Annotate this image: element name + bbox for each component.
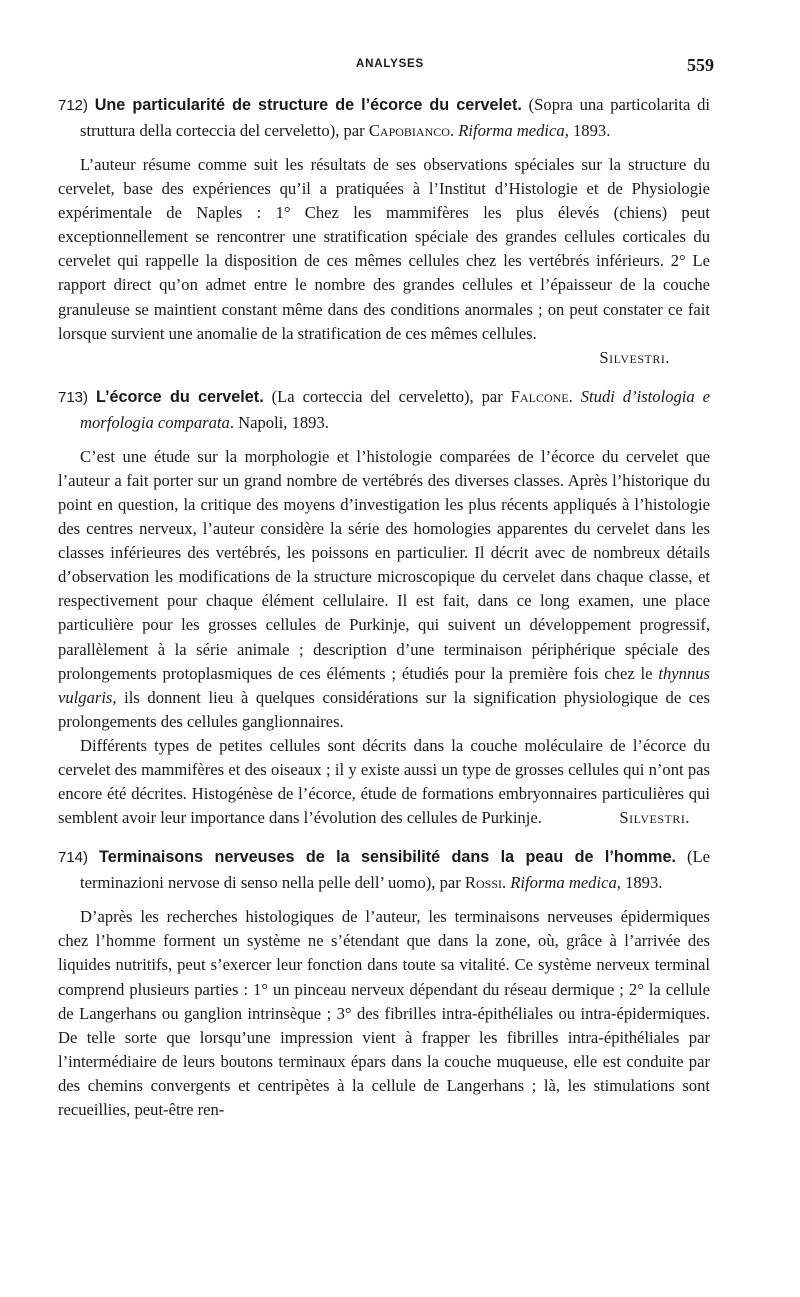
signature: Silvestri. xyxy=(599,347,670,367)
entry-number: 713) xyxy=(58,388,89,406)
paragraph-text: , ils donnent lieu à quelques considérations sur la signification physiologique de ces prolongements des cellules ganglionnaires. xyxy=(58,687,710,731)
citation-separator: . xyxy=(568,386,581,406)
entry-heading xyxy=(58,384,710,435)
paragraph-text: C’est une étude sur la morphologie et l’histologie comparées de l’écorce du cervelet que l’auteur a fait porter sur un grand nombre de vertébrés des diverses classes. Après l’historique du point en question, la critique des moyens d’investigation les plus récents appliqués à l’histologie des centres nerveux, l’auteur considère la série des homologies apparentes du cervelet dans les classes inférieures des vertébrés, les poissons en particulier. Il décrit avec de nombreux détails d’observation les modifications de la structure microscopique du cervelet dans chaque classe, et respectivement pour chaque élément cellulaire. Il est fait, dans ce long examen, une place particulière pour les grosses cellules de Purkinje, qui suivent un développement progressif, parallèlement à la série animale ; description d’une terminaison périphérique spéciale des prolongements protoplasmiques de ces éléments ; étudiés pour la première fois chez le xyxy=(58,446,710,683)
citation-journal: Riforma medica xyxy=(510,873,617,893)
paragraph-text: Différents types de petites cellules sont décrits dans la couche moléculaire de l’écorce du cervelet des mammifères et des oiseaux ; il y existe aussi un type de grosses cellules qui n’ont pas encore été décrites. Histogénèse de l’écorce, étude de formations embryonnaires particulières qui semblent avoir leur importance dans l’évolution des cellules de Purkinje. xyxy=(58,735,710,828)
citation-text: (Sopra una particolarita di struttura della corteccia del cerveletto), par xyxy=(80,95,710,140)
running-title: ANALYSES xyxy=(356,58,424,70)
citation-author: Capobianco xyxy=(368,121,450,140)
entry-title: L’écorce du cervelet. xyxy=(95,387,264,406)
citation-year: , 1893. xyxy=(616,873,663,893)
citation-year: , 1893. xyxy=(564,121,611,140)
signature: Silvestri. xyxy=(619,808,690,828)
citation-text: (La corteccia del cerveletto), par xyxy=(263,386,511,406)
abstract-paragraph xyxy=(58,445,710,734)
citation-separator: . xyxy=(449,121,459,140)
abstract-paragraph: D’après les recherches histologiques de l’auteur, les terminaisons nerveuses épidermiques chez l’homme forment un système ne s’étendant que dans la zone, où, grâce à l’arrivée des liquides nutritifs, peut s’exercer leur fonction dans toute sa vitalité. Ce système nerveux terminal comprend plusieurs parties : 1° un pinceau nerveux dépendant du réseau dermique ; 2° la cellule de Langerhans ou ganglion intrinsèque ; 3° des fibrilles intra-épithéliales ou intra-épidermiques. De telle sorte que lorsqu’une impression vient à frapper les fibrilles intra-épithéliales par l’intermédiaire de leurs boutons terminaux épars dans la couche muqueuse, elle est conduite par des chemins convergents et centripètes à la cellule de Langerhans ; là, les stimulations sont recueillies, peut-être ren- xyxy=(58,907,710,1119)
entry-number: 712) xyxy=(58,97,89,114)
abstract-entry xyxy=(58,844,710,1122)
citation-journal: Studi d’istologia e morfologia comparata xyxy=(80,386,710,432)
citation-author: Rossi xyxy=(464,873,502,893)
citation-year: . Napoli, 1893. xyxy=(229,412,329,432)
entry-heading xyxy=(58,844,710,895)
signature-line xyxy=(58,346,710,370)
entry-heading xyxy=(58,92,710,143)
page-header xyxy=(0,55,800,75)
text-column xyxy=(58,92,710,1136)
abstract-paragraph xyxy=(58,734,710,830)
citation-journal: Riforma medica xyxy=(458,121,565,140)
entry-number: 714) xyxy=(58,849,89,867)
abstract-entry xyxy=(58,384,710,831)
abstract-paragraph: L’auteur résume comme suit les résultats de ses observations spéciales sur la structure du cervelet, base des expériences qu’il a pratiquées à l’Institut d’Histologie et de Physiologie expérimentale de Naples : 1° Chez les mammifères les plus élevés (chiens) peut exceptionnellement se rencontrer une stratification spéciale des grandes cellules corticales du cervelet qui rappelle la disposition de ces mêmes cellules chez les vertébrés inférieurs. 2° Le rapport direct qu’on admet entre le nombre des grandes cellules et l’épaisseur de la couche granuleuse se maintient constant même dans des conditions anormales ; on peut constater ce fait lorsque survient une anomalie de la stratification de ces mêmes cellules. xyxy=(58,155,710,343)
entry-title: Une particularité de structure de l’écorce du cervelet. xyxy=(94,96,522,114)
citation-text: (Le terminazioni nervose di senso nella pelle dell’ uomo), par xyxy=(80,847,711,893)
abstract-entry xyxy=(58,92,710,370)
citation-author: Falcone xyxy=(510,386,569,406)
citation-separator: . xyxy=(502,873,511,893)
species-name: thynnus vulgaris xyxy=(58,663,710,707)
page-number: 559 xyxy=(687,55,714,75)
entry-title: Terminaisons nerveuses de la sensibilité dans la peau de l’homme. xyxy=(99,848,676,867)
